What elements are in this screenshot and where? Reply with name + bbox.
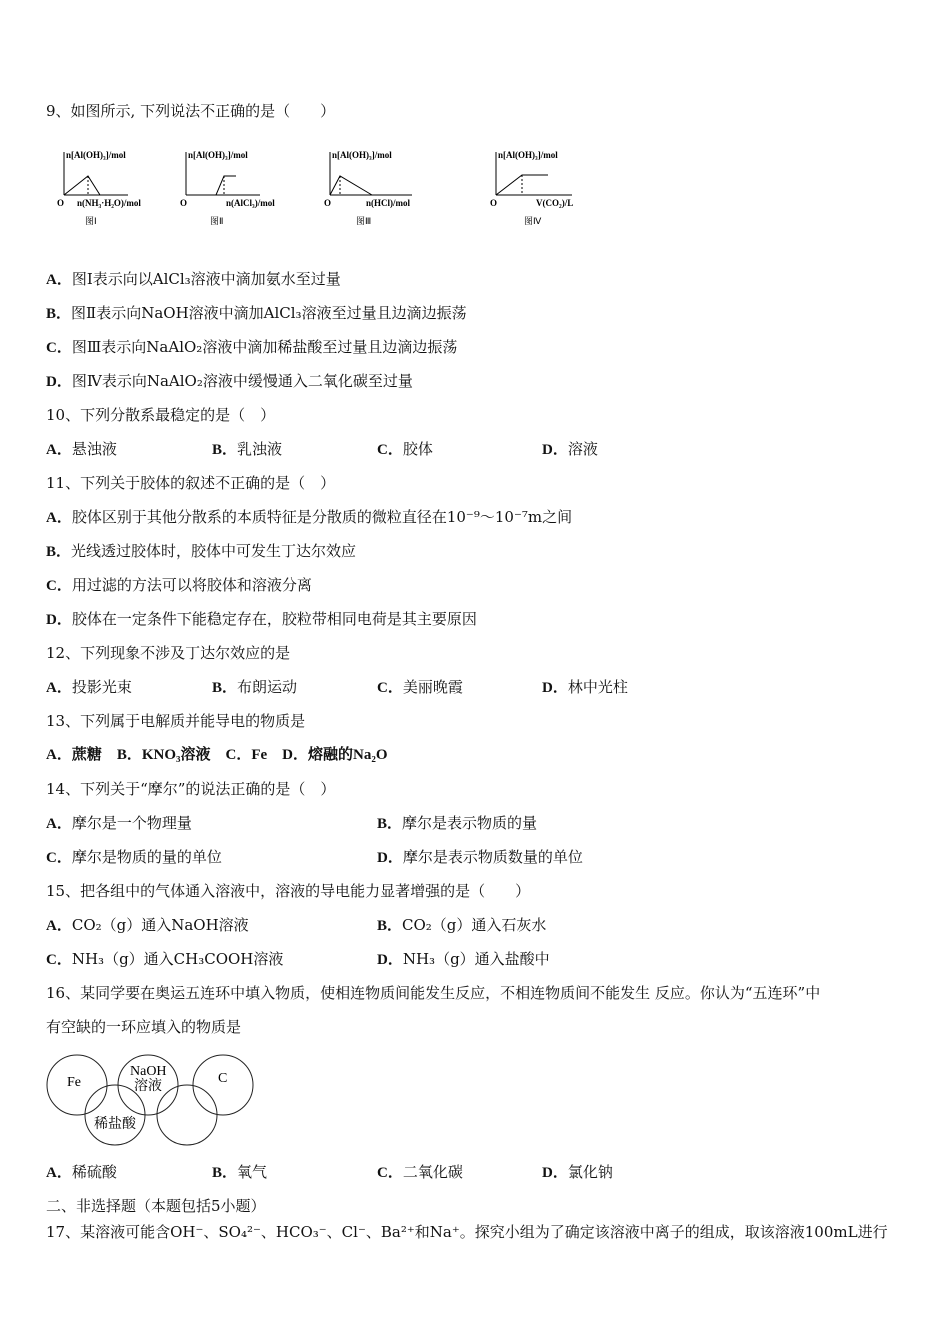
olympic-rings-diagram bbox=[40, 1050, 270, 1150]
graph-1-xlabel: n(NH₃·H₂O)/mol bbox=[77, 198, 141, 208]
q11-option-a: A．胶体区别于其他分散系的本质特征是分散质的微粒直径在10⁻⁹～10⁻⁷m之间 bbox=[46, 508, 573, 526]
graph-1 bbox=[57, 150, 141, 226]
graph-2 bbox=[180, 150, 275, 226]
ring-naoh-label-2: 溶液 bbox=[134, 1079, 162, 1094]
q12-stem: 12、下列现象不涉及丁达尔效应的是 bbox=[46, 644, 291, 662]
q15-option-a: A．CO₂（g）通入NaOH溶液 bbox=[46, 916, 249, 934]
q10-option-c: C．胶体 bbox=[377, 440, 433, 458]
graph-2-origin: O bbox=[180, 198, 188, 208]
graph-3-origin: O bbox=[324, 198, 332, 208]
q14-stem: 14、下列关于“摩尔”的说法正确的是（ ） bbox=[46, 780, 336, 798]
q9-stem: 9、如图所示, 下列说法不正确的是（ ） bbox=[46, 102, 336, 120]
q16-option-b: B．氧气 bbox=[212, 1163, 268, 1181]
q11-stem: 11、下列关于胶体的叙述不正确的是（ ） bbox=[46, 474, 336, 492]
graph-1-caption: 图Ⅰ bbox=[85, 216, 97, 226]
q9-option-a: A．图Ⅰ表示向以AlCl₃溶液中滴加氨水至过量 bbox=[46, 270, 341, 288]
q14-option-a: A．摩尔是一个物理量 bbox=[46, 814, 192, 832]
graph-4 bbox=[490, 150, 573, 226]
q10-stem: 10、下列分散系最稳定的是（ ） bbox=[46, 406, 276, 424]
graph-4-xlabel: V(CO₂)/L bbox=[536, 198, 574, 208]
q14-option-d: D．摩尔是表示物质数量的单位 bbox=[377, 848, 583, 866]
q13-stem: 13、下列属于电解质并能导电的物质是 bbox=[46, 712, 306, 730]
graph-2-caption: 图Ⅱ bbox=[210, 216, 224, 226]
q12-option-d: D．林中光柱 bbox=[542, 678, 628, 696]
ring-empty bbox=[157, 1085, 217, 1145]
graph-3-xlabel: n(HCl)/mol bbox=[366, 198, 410, 208]
graph-3 bbox=[324, 150, 412, 226]
q10-option-b: B．乳浊液 bbox=[212, 440, 283, 458]
graph-4-origin: O bbox=[490, 198, 498, 208]
graph-3-ylabel: n[Al(OH)₃]/mol bbox=[332, 150, 392, 160]
graph-4-caption: 图Ⅳ bbox=[524, 216, 542, 226]
q15-option-b: B．CO₂（g）通入石灰水 bbox=[377, 916, 547, 934]
q16-option-d: D．氯化钠 bbox=[542, 1163, 613, 1181]
q9-graphs bbox=[40, 140, 600, 235]
q16-option-c: C．二氧化碳 bbox=[377, 1163, 463, 1181]
q12-option-a: A．投影光束 bbox=[46, 678, 132, 696]
q11-option-b: B．光线透过胶体时，胶体中可发生丁达尔效应 bbox=[46, 542, 357, 560]
q9-option-d: D．图Ⅳ表示向NaAlO₂溶液中缓慢通入二氧化碳至过量 bbox=[46, 372, 413, 390]
graph-2-xlabel: n(AlCl₃)/mol bbox=[226, 198, 275, 208]
ring-fe-label: Fe bbox=[67, 1075, 81, 1090]
ring-hcl bbox=[85, 1085, 145, 1145]
q10-option-d: D．溶液 bbox=[542, 440, 598, 458]
q14-option-b: B．摩尔是表示物质的量 bbox=[377, 814, 538, 832]
q11-option-c: C．用过滤的方法可以将胶体和溶液分离 bbox=[46, 576, 312, 594]
q17-stem: 17、某溶液可能含OH⁻、SO₄²⁻、HCO₃⁻、Cl⁻、Ba²⁺和Na⁺。探究小组为了确定该溶液中离子的组成，取该溶液100mL进行 bbox=[46, 1223, 888, 1241]
q12-option-b: B．布朗运动 bbox=[212, 678, 298, 696]
q13-options: A．蔗糖 B．KNO₃溶液 C．Fe D．熔融的Na₂O bbox=[46, 747, 388, 763]
graph-3-caption: 图Ⅲ bbox=[356, 216, 372, 226]
q15-option-d: D．NH₃（g）通入盐酸中 bbox=[377, 950, 550, 968]
ring-naoh-label-1: NaOH bbox=[130, 1064, 167, 1079]
graph-4-ylabel: n[Al(OH)₃]/mol bbox=[498, 150, 558, 160]
q16-option-a: A．稀硫酸 bbox=[46, 1163, 117, 1181]
graph-1-ylabel: n[Al(OH)₃]/mol bbox=[66, 150, 126, 160]
q14-option-c: C．摩尔是物质的量的单位 bbox=[46, 848, 222, 866]
graph-2-ylabel: n[Al(OH)₃]/mol bbox=[188, 150, 248, 160]
graph-1-origin: O bbox=[57, 198, 65, 208]
q16-stem-line1: 16、某同学要在奥运五连环中填入物质，使相连物质间能发生反应，不相连物质间不能发生 反应。你认为“五连环”中 bbox=[46, 984, 821, 1002]
ring-hcl-label: 稀盐酸 bbox=[94, 1117, 136, 1132]
q15-option-c: C．NH₃（g）通入CH₃COOH溶液 bbox=[46, 950, 284, 968]
q11-option-d: D．胶体在一定条件下能稳定存在，胶粒带相同电荷是其主要原因 bbox=[46, 610, 477, 628]
q10-option-a: A．悬浊液 bbox=[46, 440, 117, 458]
q15-stem: 15、把各组中的气体通入溶液中，溶液的导电能力显著增强的是（ ） bbox=[46, 882, 531, 900]
ring-c-label: C bbox=[218, 1071, 228, 1086]
q9-option-c: C．图Ⅲ表示向NaAlO₂溶液中滴加稀盐酸至过量且边滴边振荡 bbox=[46, 338, 458, 356]
q12-option-c: C．美丽晚霞 bbox=[377, 678, 463, 696]
q9-option-b: B．图Ⅱ表示向NaOH溶液中滴加AlCl₃溶液至过量且边滴边振荡 bbox=[46, 304, 467, 322]
q16-stem-line2: 有空缺的一环应填入的物质是 bbox=[46, 1018, 242, 1036]
section-2-heading: 二、非选择题（本题包括5小题） bbox=[46, 1197, 266, 1215]
